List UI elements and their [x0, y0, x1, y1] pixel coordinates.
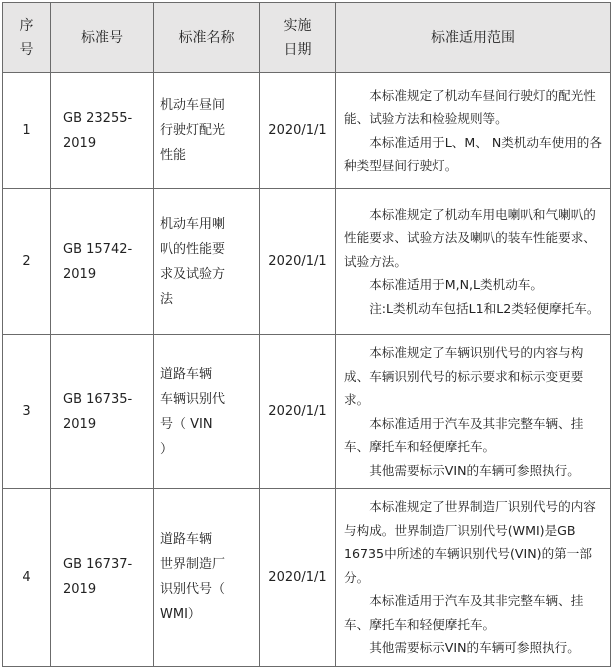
scope-paragraph: 其他需要标示VIN的车辆可参照执行。	[369, 640, 580, 655]
scope-paragraph: 本标准规定了车辆识别代号的内容与构成、车辆识别代号的标示要求和标示变更要求。	[344, 345, 584, 407]
scope-paragraph: 本标准适用于汽车及其非完整车辆、挂车、摩托车和轻便摩托车。	[344, 415, 584, 454]
name-line: 叭的性能要	[160, 241, 226, 257]
code-line: 2019	[63, 582, 97, 598]
code-line: 2019	[63, 135, 97, 151]
name-line: 求及试验方	[160, 266, 226, 282]
name-line: 世界制造厂	[160, 557, 226, 573]
cell-effective-date: 2020/1/1	[260, 73, 336, 189]
cell-serial-no: 1	[3, 73, 51, 189]
cell-scope	[336, 73, 611, 189]
name-line: 机动车用喇	[160, 216, 226, 232]
cell-serial-no: 3	[3, 335, 51, 489]
scope-paragraph: 本标准适用于M,N,L类机动车。	[369, 277, 544, 293]
cell-effective-date: 2020/1/1	[260, 335, 336, 489]
table-body	[3, 73, 611, 667]
code-line: 2019	[63, 266, 97, 282]
table-row	[3, 73, 611, 189]
header-standard-code: 标准号	[51, 3, 154, 73]
name-line: ）	[160, 441, 174, 457]
cell-serial-no: 4	[3, 489, 51, 667]
code-line: GB 23255-	[63, 110, 133, 126]
name-line: 道路车辆	[160, 366, 213, 382]
table-header	[3, 3, 611, 73]
header-effective-date-line1: 实施	[283, 17, 312, 34]
header-effective-date	[260, 3, 336, 73]
header-scope: 标准适用范围	[336, 3, 611, 73]
code-line: GB 16737-	[63, 557, 133, 573]
standards-table	[2, 2, 611, 667]
cell-effective-date: 2020/1/1	[260, 489, 336, 667]
header-serial-no-line2: 号	[19, 41, 34, 58]
cell-standard-code	[51, 335, 154, 489]
name-line: 性能	[160, 148, 187, 163]
name-line: 识别代号（	[160, 582, 226, 598]
name-line: 道路车辆	[160, 532, 213, 548]
cell-standard-name	[154, 335, 260, 489]
code-line: GB 15742-	[63, 241, 133, 257]
name-line: 行驶灯配光	[160, 123, 226, 138]
cell-effective-date: 2020/1/1	[260, 189, 336, 335]
header-effective-date-line2: 日期	[283, 41, 312, 58]
scope-paragraph: 本标准规定了世界制造厂识别代号的内容与构成。世界制造厂识别代号(WMI)是GB 16735中所述的车辆识别代号(VIN)的第一部分。	[344, 499, 596, 585]
cell-scope	[336, 189, 611, 335]
scope-paragraph: 本标准适用于汽车及其非完整车辆、挂车、摩托车和轻便摩托车。	[344, 593, 584, 632]
table-row	[3, 335, 611, 489]
scope-paragraph: 本标准规定了机动车昼间行驶灯的配光性能、试验方法和检验规则等。	[344, 87, 596, 126]
header-row	[3, 3, 611, 73]
table-row	[3, 489, 611, 667]
name-line: 法	[160, 291, 174, 307]
table-row	[3, 189, 611, 335]
cell-standard-code	[51, 489, 154, 667]
name-line: WMI）	[160, 607, 201, 623]
cell-standard-code	[51, 73, 154, 189]
cell-scope	[336, 335, 611, 489]
header-serial-no-line1: 序	[19, 17, 34, 34]
cell-serial-no: 2	[3, 189, 51, 335]
name-line: 车辆识别代	[160, 391, 226, 407]
header-serial-no	[3, 3, 51, 73]
code-line: GB 16735-	[63, 391, 133, 407]
name-line: 机动车昼间	[160, 98, 226, 113]
cell-standard-code	[51, 189, 154, 335]
code-line: 2019	[63, 416, 97, 432]
scope-paragraph: 注:L类机动车包括L1和L2类轻便摩托车。	[369, 300, 600, 316]
scope-paragraph: 其他需要标示VIN的车辆可参照执行。	[369, 462, 580, 478]
header-standard-name: 标准名称	[154, 3, 260, 73]
cell-scope	[336, 489, 611, 667]
cell-standard-name	[154, 189, 260, 335]
scope-paragraph: 本标准规定了机动车用电喇叭和气喇叭的性能要求、试验方法及喇叭的装车性能要求、试验方法。	[344, 206, 596, 269]
scope-paragraph: 本标准适用于L、M、 N类机动车使用的各种类型昼间行驶灯。	[344, 134, 602, 173]
cell-standard-name	[154, 489, 260, 667]
name-line: 号（ VIN	[160, 416, 213, 432]
cell-standard-name	[154, 73, 260, 189]
